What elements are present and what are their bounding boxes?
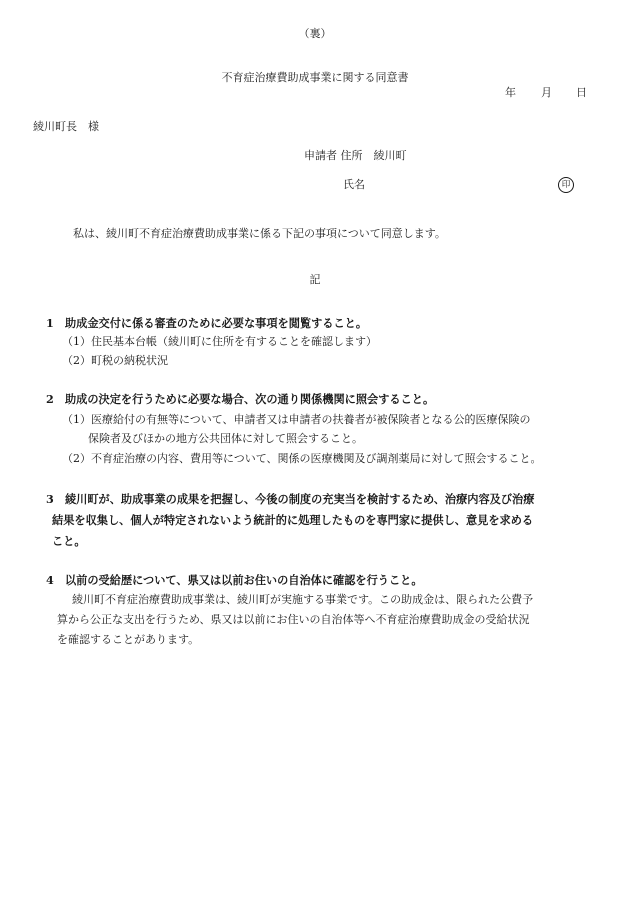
section-1-item-1: （1）住民基本台帳（綾川町に住所を有することを確認します） bbox=[62, 335, 377, 348]
section-2-title: 2 助成の決定を行うために必要な場合、次の通り関係機関に照会すること。 bbox=[46, 392, 435, 406]
ki-heading: 記 bbox=[309, 273, 321, 286]
addressee: 綾川町長 様 bbox=[33, 120, 99, 133]
date-year-label: 年 bbox=[505, 86, 516, 99]
section-4-line-1: 綾川町不育症治療費助成事業は、綾川町が実施する事業です。この助成金は、限られた公費予 bbox=[72, 593, 534, 606]
section-3-line-2: 結果を収集し、個人が特定されないよう統計的に処理したものを専門家に提供し、意見を求める bbox=[52, 513, 534, 527]
section-4-title: 4 以前の受給歴について、県又は以前お住いの自治体に確認を行うこと。 bbox=[46, 573, 423, 587]
section-2-item-1-line-1: （1）医療給付の有無等について、申請者又は申請者の扶養者が被保険者となる公的医療保険の bbox=[62, 413, 531, 426]
section-4-line-2: 算から公正な支出を行うため、県又は以前にお住いの自治体等へ不育症治療費助成金の受給状況 bbox=[57, 613, 530, 626]
reverse-side-label: （裏） bbox=[298, 27, 332, 40]
section-3-line-3: こと。 bbox=[52, 534, 86, 548]
applicant-name-label: 氏名 bbox=[343, 178, 365, 191]
date-month-label: 月 bbox=[541, 86, 552, 99]
section-2-item-1-line-2: 保険者及びほかの地方公共団体に対して照会すること。 bbox=[88, 432, 363, 445]
section-1-title: 1 助成金交付に係る審査のために必要な事項を閲覧すること。 bbox=[46, 316, 368, 330]
seal-mark: 印 bbox=[558, 177, 574, 193]
section-1-item-2: （2）町税の納税状況 bbox=[62, 354, 168, 367]
document-title: 不育症治療費助成事業に関する同意書 bbox=[221, 71, 409, 84]
section-4-line-3: を確認することがあります。 bbox=[57, 633, 200, 646]
date-day-label: 日 bbox=[576, 86, 587, 99]
applicant-address-line: 申請者 住所 綾川町 bbox=[304, 149, 407, 162]
intro-statement: 私は、綾川町不育症治療費助成事業に係る下記の事項について同意します。 bbox=[73, 227, 446, 240]
section-3-line-1: 3 綾川町が、助成事業の成果を把握し、今後の制度の充実当を検討するため、治療内容及び治療 bbox=[46, 492, 535, 506]
section-2-item-2: （2）不育症治療の内容、費用等について、関係の医療機関及び調剤薬局に対して照会すること。 bbox=[62, 452, 542, 465]
